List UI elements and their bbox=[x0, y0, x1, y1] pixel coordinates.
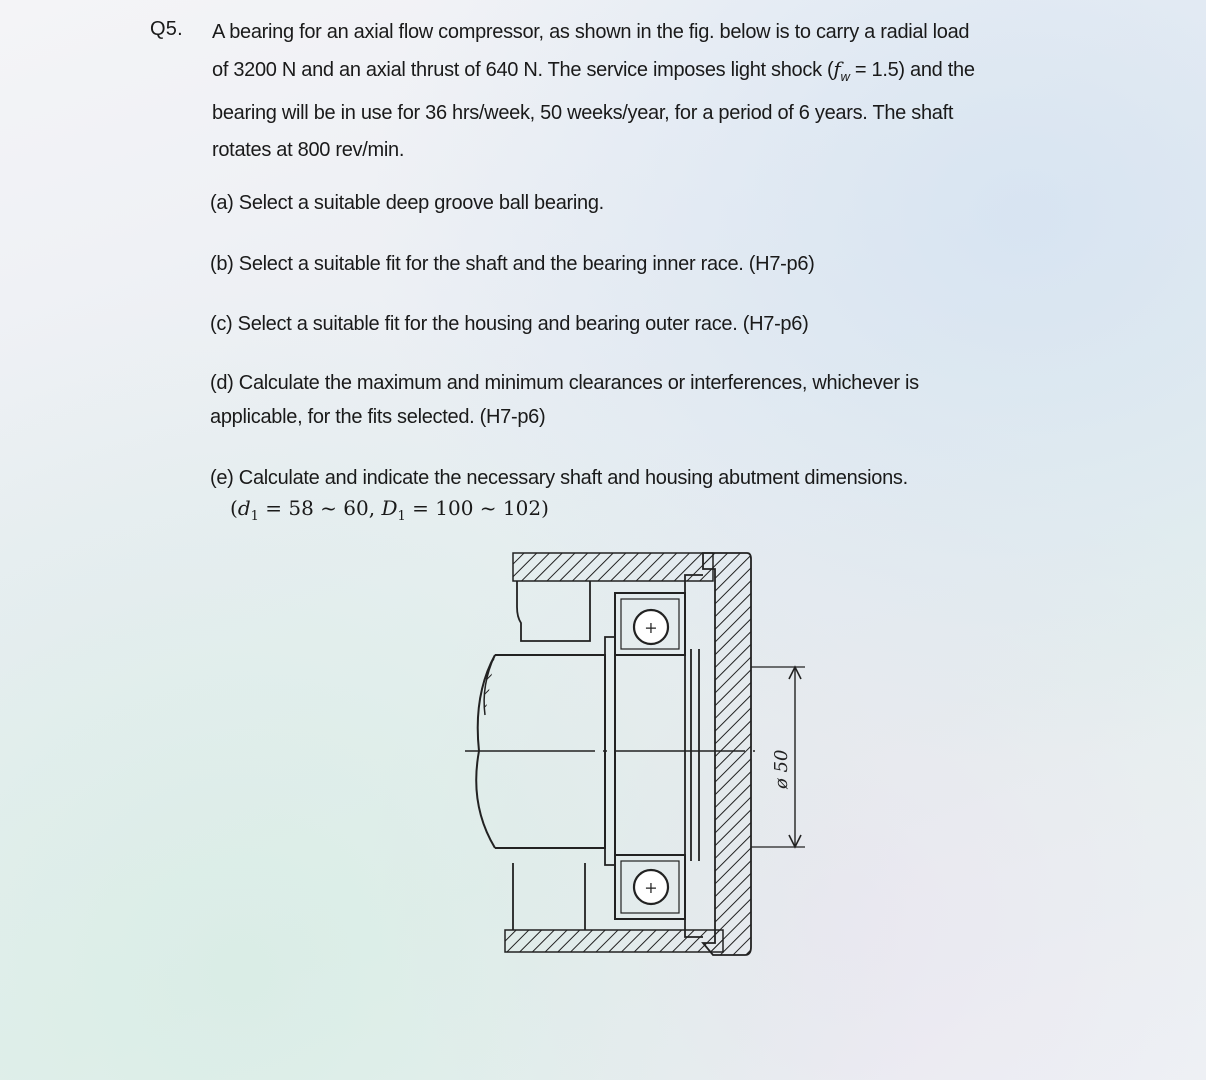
formula-D-range: = 100 ~ 102) bbox=[405, 496, 549, 520]
formula-d-range: = 58 ~ 60, bbox=[258, 496, 382, 520]
intro-line-4: rotates at 800 rev/min. bbox=[212, 138, 405, 161]
bearing-figure bbox=[455, 545, 825, 975]
lower-ball-mark: + bbox=[644, 878, 658, 897]
part-d bbox=[210, 366, 919, 434]
part-a: (a) Select a suitable deep groove ball bearing. bbox=[210, 192, 604, 214]
part-e: (e) Calculate and indicate the necessary shaft and housing abutment dimensions. bbox=[210, 467, 908, 489]
part-d-line-2: applicable, for the fits selected. (H7-p6) bbox=[210, 406, 546, 428]
retainer-lines bbox=[685, 649, 699, 861]
intro-line-2-text: of 3200 N and an axial thrust of 640 N. The service imposes light shock ( bbox=[212, 58, 834, 81]
intro-line-1: A bearing for an axial flow compressor, as shown in the fig. below is to carry a radial load bbox=[212, 21, 970, 43]
housing-bottom-hatch bbox=[505, 930, 723, 952]
fw-subscript: w bbox=[840, 68, 850, 84]
part-b: (b) Select a suitable fit for the shaft and the bearing inner race. (H7-p6) bbox=[210, 253, 815, 275]
formula-D-subscript: 1 bbox=[397, 509, 406, 524]
formula-d-subscript: 1 bbox=[250, 509, 259, 524]
housing-top-hatch bbox=[513, 553, 713, 581]
upper-ball-mark: + bbox=[644, 618, 658, 637]
intro-line-2 bbox=[212, 51, 1092, 96]
formula-d-symbol: d bbox=[237, 496, 251, 520]
housing-upper-outline bbox=[517, 581, 590, 641]
question-number: Q5. bbox=[150, 18, 183, 40]
diameter-label: ø 50 bbox=[771, 749, 792, 789]
fw-symbol: f bbox=[833, 56, 841, 81]
intro-line-3: bearing will be in use for 36 hrs/week, 50 weeks/year, for a period of 6 years. The shaft bbox=[212, 102, 954, 124]
part-c: (c) Select a suitable fit for the housing and bearing outer race. (H7-p6) bbox=[210, 313, 809, 335]
part-d-line-1: (d) Calculate the maximum and minimum clearances or interferences, whichever is bbox=[210, 372, 919, 394]
formula-open: ( bbox=[230, 496, 238, 520]
housing-lower-outline bbox=[513, 863, 585, 930]
housing-shoulder bbox=[685, 575, 703, 937]
end-cover-hatch bbox=[703, 553, 751, 955]
formula-D-symbol: D bbox=[381, 496, 398, 520]
question-intro bbox=[212, 14, 1092, 168]
abutment-formula bbox=[230, 496, 549, 524]
intro-line-2-end: = 1.5) and the bbox=[854, 58, 975, 81]
bearing-diagram bbox=[455, 545, 825, 975]
